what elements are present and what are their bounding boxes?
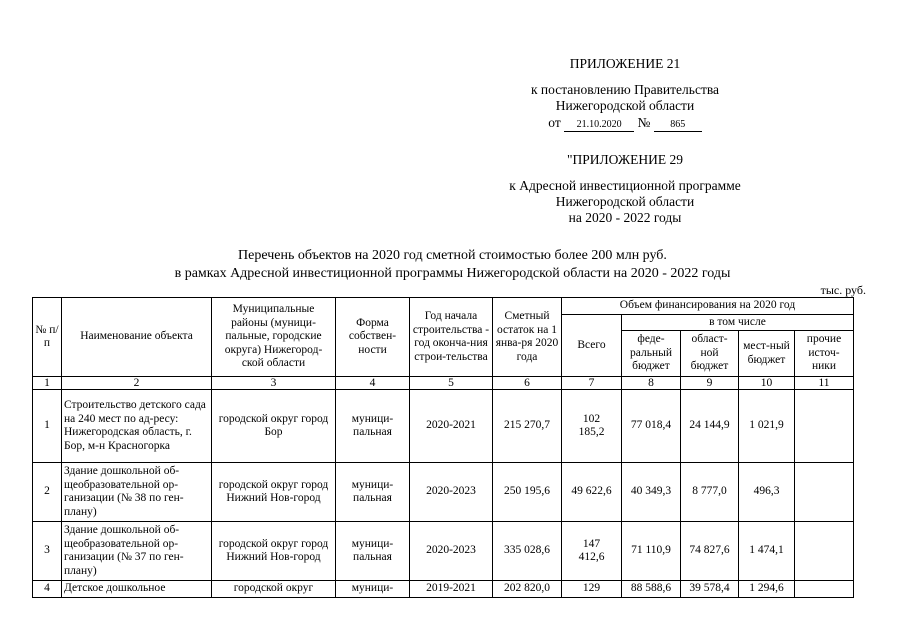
col-header-other: прочие источ-ники [795, 331, 854, 377]
date-prefix: от [548, 115, 561, 130]
row-district: городской округ город Нижний Нов-город [212, 463, 336, 522]
col-header-financing: Объем финансирования на 2020 год [562, 298, 854, 315]
column-number: 3 [212, 377, 336, 390]
row-name: Детское дошкольное [62, 581, 212, 598]
row-other [795, 522, 854, 581]
row-local: 1 474,1 [739, 522, 795, 581]
document-title-line2: в рамках Адресной инвестиционной программы Нижегородской области на 2020 - 2022 годы [174, 266, 731, 281]
row-years: 2020-2023 [410, 522, 493, 581]
row-years: 2020-2021 [410, 390, 493, 463]
table-row [33, 463, 854, 522]
row-name: Строительство детского сада на 240 мест по ад-ресу: Нижегородская область, г. Бор, м-н Красногорка [62, 390, 212, 463]
column-number: 1 [33, 377, 62, 390]
row-total: 147 412,6 [562, 522, 622, 581]
column-number: 8 [622, 377, 681, 390]
row-regional: 8 777,0 [681, 463, 739, 522]
col-header-ownership: Форма собствен-ности [336, 298, 410, 377]
column-numbers-row [33, 377, 854, 390]
row-federal: 40 349,3 [622, 463, 681, 522]
document-title-line1: Перечень объектов на 2020 год сметной стоимостью более 200 млн руб. [238, 248, 667, 263]
region-label: Нижегородской области [555, 98, 695, 113]
row-num: 3 [33, 522, 62, 581]
row-name: Здание дошкольной об-щеобразовательной ор-ганизации (№ 38 по ген-плану) [62, 463, 212, 522]
table-row [33, 522, 854, 581]
col-header-balance: Сметный остаток на 1 янва-ря 2020 года [493, 298, 562, 377]
row-ownership: муници-пальная [336, 463, 410, 522]
col-header-num: № п/п [33, 298, 62, 377]
row-years: 2020-2023 [410, 463, 493, 522]
row-regional: 24 144,9 [681, 390, 739, 463]
program-reference [470, 178, 780, 226]
row-name: Здание дошкольной об-щеобразовательной ор-ганизации (№ 37 по ген-плану) [62, 522, 212, 581]
row-regional: 39 578,4 [681, 581, 739, 598]
program-appendix [470, 152, 780, 168]
program-period: на 2020 - 2022 годы [568, 210, 682, 225]
row-regional: 74 827,6 [681, 522, 739, 581]
col-header-district: Муниципальные районы (муници-пальные, городские округа) Нижегород-ской области [212, 298, 336, 377]
row-ownership: муници-пальная [336, 390, 410, 463]
objects-table [32, 297, 854, 598]
column-number: 9 [681, 377, 739, 390]
column-number: 7 [562, 377, 622, 390]
row-other [795, 390, 854, 463]
column-number: 5 [410, 377, 493, 390]
column-number: 4 [336, 377, 410, 390]
row-balance: 202 820,0 [493, 581, 562, 598]
resolution-header [470, 56, 780, 72]
row-total: 129 [562, 581, 622, 598]
row-local: 496,3 [739, 463, 795, 522]
column-number: 11 [795, 377, 854, 390]
row-balance: 335 028,6 [493, 522, 562, 581]
row-other [795, 581, 854, 598]
col-header-regional: област-ной бюджет [681, 331, 739, 377]
table-header-row [33, 298, 854, 315]
resolution-number: 865 [654, 119, 702, 132]
units-label: тыс. руб. [820, 283, 866, 297]
row-total: 49 622,6 [562, 463, 622, 522]
row-num: 4 [33, 581, 62, 598]
row-other [795, 463, 854, 522]
program-appendix-title: "ПРИЛОЖЕНИЕ 29 [566, 152, 684, 167]
column-number: 2 [62, 377, 212, 390]
row-district: городской округ город Бор [212, 390, 336, 463]
row-years: 2019-2021 [410, 581, 493, 598]
col-header-local: мест-ный бюджет [739, 331, 795, 377]
row-local: 1 294,6 [739, 581, 795, 598]
column-number: 6 [493, 377, 562, 390]
col-header-total: Всего [562, 314, 622, 377]
row-num: 1 [33, 390, 62, 463]
col-header-years: Год начала строительства - год оконча-ния строи-тельства [410, 298, 493, 377]
row-balance: 250 195,6 [493, 463, 562, 522]
row-total: 102 185,2 [562, 390, 622, 463]
col-header-including: в том числе [622, 314, 854, 331]
row-ownership: муници- [336, 581, 410, 598]
col-header-name: Наименование объекта [62, 298, 212, 377]
row-local: 1 021,9 [739, 390, 795, 463]
resolution-date: 21.10.2020 [564, 119, 634, 132]
resolution-date-line [470, 115, 780, 132]
appendix-title: ПРИЛОЖЕНИЕ 21 [569, 56, 681, 71]
table-row [33, 390, 854, 463]
program-region: Нижегородской области [555, 194, 695, 209]
number-sign: № [637, 115, 651, 130]
resolution-reference [470, 82, 780, 132]
program-label: к Адресной инвестиционной программе [509, 178, 741, 193]
row-federal: 88 588,6 [622, 581, 681, 598]
row-district: городской округ [212, 581, 336, 598]
table-row [33, 581, 854, 598]
row-ownership: муници-пальная [336, 522, 410, 581]
resolution-label: к постановлению Правительства [530, 82, 720, 97]
col-header-federal: феде-ральный бюджет [622, 331, 681, 377]
row-district: городской округ город Нижний Нов-город [212, 522, 336, 581]
row-federal: 77 018,4 [622, 390, 681, 463]
row-federal: 71 110,9 [622, 522, 681, 581]
row-num: 2 [33, 463, 62, 522]
row-balance: 215 270,7 [493, 390, 562, 463]
column-number: 10 [739, 377, 795, 390]
